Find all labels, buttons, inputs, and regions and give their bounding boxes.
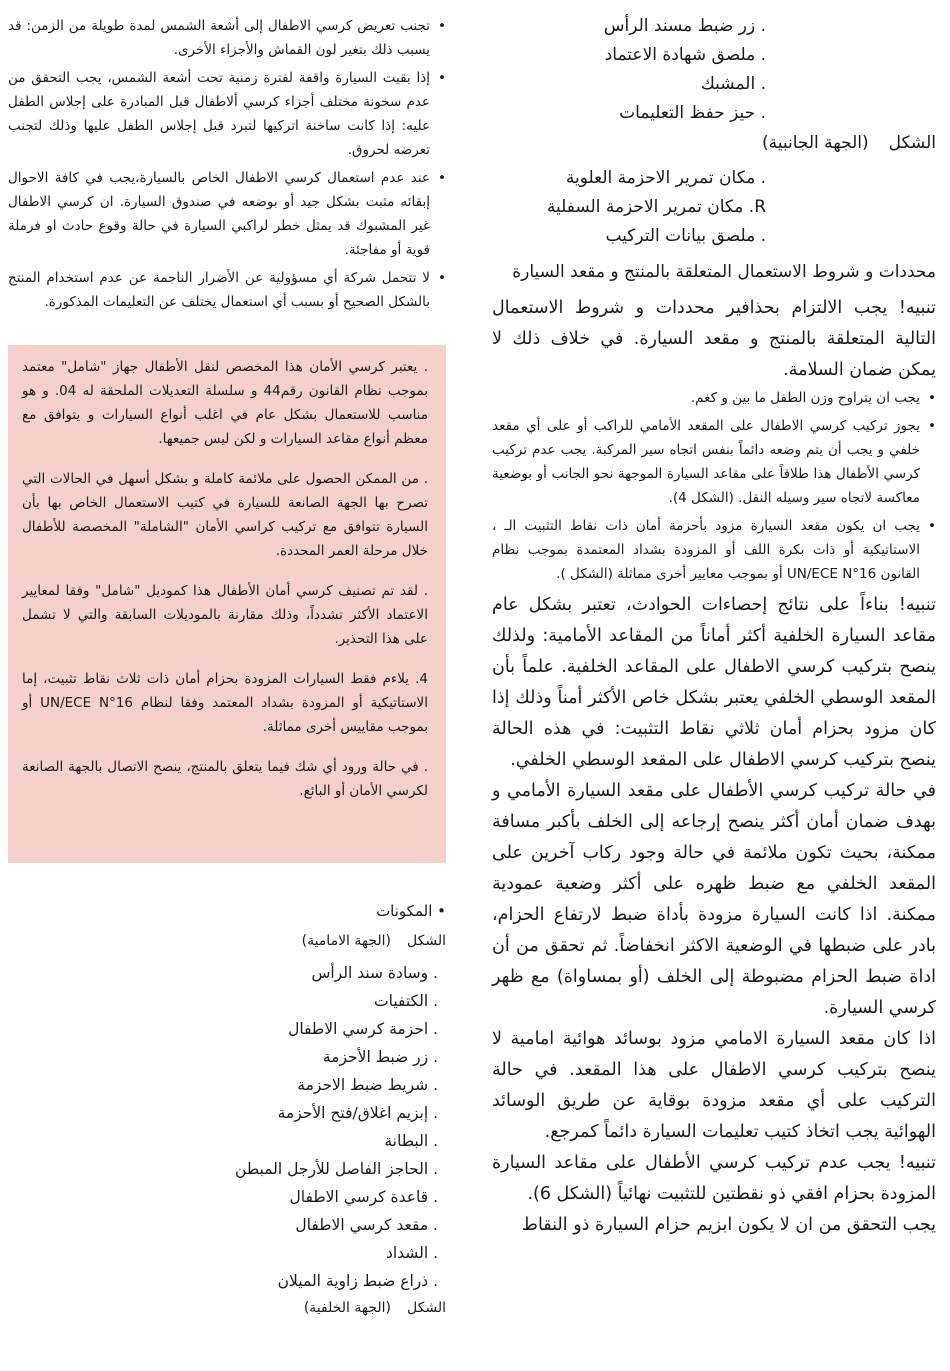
side-figure-caption xyxy=(492,130,936,156)
component-item: . الشداد xyxy=(385,1244,438,1262)
component-item: . الكتفيات xyxy=(374,992,438,1010)
component-item: . إبزيم اغلاق/فتح الأحزمة xyxy=(277,1104,438,1122)
figure-label: الشكل xyxy=(888,133,936,153)
conditions-heading: محددات و شروط الاستعمال المتعلقة بالمنتج و مقعد السيارة xyxy=(512,262,936,282)
component-item: . زر ضبط الأحزمة xyxy=(322,1048,438,1066)
notice-item: . لقد تم تصنيف كرسي أمان الأطفال هذا كموديل "شامل" وفقا لمعايير الاعتماد الأكثر تشدداً، وذلك مقارنة بالموديلات السابقة والتي لا تشمل على هذا التحذير. xyxy=(22,583,428,647)
notice-item: . يعتبر كرسي الأمان هذا المخصص لنقل الأطفال جهاز "شامل" معتمد بموجب نظام القانون رقم44 و سلسلة التعديلات الملحقة له 04. و هو مناسب للاستعمال بشكل عام في اغلب أنواع السيارات و يتوافق مع معظم أنواع مقاعد السيارات و لكن ليس جميعها. xyxy=(22,359,428,447)
list-item: • عند عدم استعمال كرسي الاطفال الخاص بالسيارة،يجب في كافة الاحوال إبقائه مثبت بشكل جيد أو بوضعه في صندوق السيارة. ان كرسي الاطفال غير المشبوك قد يمثل خطر لراكبي السيارة في حالة وقوع حادث او فرملة قوية أو مفاجئة. xyxy=(8,166,446,262)
list-item: • لا تتحمل شركة أي مسؤولية عن الأضرار الناجمة عن عدم استخدام المنتج بالشكل الصحيح أو بسبب أي استعمال يختلف عن التعليمات المذكورة. xyxy=(8,266,446,314)
component-item: . البطانة xyxy=(384,1132,438,1150)
conditions-list xyxy=(492,386,936,586)
list-item: • إذا بقيت السيارة واقفة لفترة زمنية تحت أشعة الشمس، يجب التحقق من عدم سخونة مختلف أجزاء كرسي ألاطفال قبل المبادرة على إجلاس الطفل عليه: إذا كانت ساخنة اتركيها لتبرد قبل إجلاس الطفل عليها وذلك لتجنب تعرضه لحروق. xyxy=(8,66,446,162)
figure-title: (الجهة الامامية) xyxy=(301,933,392,949)
part-item: . حيز حفظ التعليمات xyxy=(619,103,766,123)
component-item: . مقعد كرسي الاطفال xyxy=(295,1216,438,1234)
part-item: . زر ضبط مسند الرأس xyxy=(603,16,766,36)
list-item: • يجب ان يتراوح وزن الطفل ما بين و كغم. xyxy=(492,386,936,410)
right-column xyxy=(492,14,936,1241)
component-item: . ذراع ضبط زاوية الميلان xyxy=(277,1272,438,1290)
list-item: • يجب ان يكون مقعد السيارة مزود بأحزمة أمان ذات نقاط التثبيت الـ ، الاستاتيكية أو ذات بكرة اللف أو المزودة بشداد المعتمدة بموجب نظام القانون UN/ECE N°16 أو بموجب معايير أخرى مماثلة (الشكل ). xyxy=(492,514,936,586)
components-section xyxy=(200,898,446,1327)
body-paragraph: تنبيه! بناءاً على نتائج إحصاءات الحوادث، تعتبر بشكل عام مقاعد السيارة الخلفية أكثر أماناً من المقاعد الأمامية: ولذلك ينصح بتركيب كرسي الاطفال على المقاعد الخلفية. علماً بأن المقعد الوسطي الخلفي يعتبر بشكل خاص الأكثر أمناً وذلك إذا كان مزود بحزام أمان ثلاثي نقاط التثبيت: في هذه الحالة ينصح بتركيب كرسي الاطفال على المقعد الوسطي الخلفي. xyxy=(492,595,936,770)
components-heading: • المكونات xyxy=(376,902,446,920)
part-item: . مكان تمرير الاحزمة العلوية xyxy=(565,168,766,188)
component-item: . احزمة كرسي الاطفال xyxy=(288,1020,438,1038)
figure-label: الشكل xyxy=(407,933,446,949)
part-item: R. مكان تمرير الاحزمة السفلية xyxy=(546,197,766,217)
notice-item: . من الممكن الحصول على ملائمة كاملة و بشكل أسهل في الحالات التي تصرح بها الجهة الصانعة للسيارة في كتيب الاستعمال الخاص بها بأن السيارة تتوافق مع تركيب كراسي الأمان "الشاملة" المخصصة للأطفال خلال مرحلة العمر المحددة. xyxy=(22,471,428,559)
figure-title: (الجهة الجانبية) xyxy=(761,133,869,153)
body-paragraph: يجب التحقق من ان لا يكون ابزيم حزام السيارة ذو النقاط xyxy=(521,1215,936,1235)
component-item: . وسادة سند الرأس xyxy=(311,964,438,982)
notice-item: 4. يلاءم فقط السيارات المزودة بحزام أمان ذات ثلاث نقاط تثبيت، إما الاستاتيكية أو المزودة بشداد المعتمد وفقا لنظام UN/ECE N°16 أو بموجب مقاييس أخرى مماثلة. xyxy=(22,671,428,735)
body-paragraph: تنبيه! يجب عدم تركيب كرسي الأطفال على مقاعد السيارة المزودة بحزام افقي ذو نقطتين للتثبيت نهائياً (الشكل 6). xyxy=(492,1153,936,1204)
left-column xyxy=(8,14,446,318)
front-figure-caption xyxy=(200,930,446,952)
warning-paragraph: تنبيه! يجب الالتزام بحذافير محددات و شروط الاستعمال التالية المتعلقة بالمنتج و مقعد السيارة. في خلاف ذلك لا يمكن ضمان السلامة. xyxy=(492,298,936,380)
figure-label: الشكل xyxy=(407,1300,446,1316)
list-item: • يجوز تركيب كرسي الاطفال على المقعد الأمامي للراكب أو على أي مقعد خلفي و يجب أن يتم وضعه دائماً بنفس اتجاه سير المركبة. يجب عدم تركيب كرسي الأطفال هذا طلاقاً على مقاعد السيارة الموجهة نحو الجانب أو بوضعية معاكسة لاتجاه سير وسيله النقل. (الشكل 4). xyxy=(492,414,936,510)
component-item: . شريط ضبط الاحزمة xyxy=(297,1076,438,1094)
safety-list xyxy=(8,14,446,314)
part-item: . ملصق شهادة الاعتماد xyxy=(604,45,766,65)
approval-notice-box xyxy=(8,345,446,863)
notice-item: . في حالة ورود أي شك فيما يتعلق بالمنتج، ينصح الاتصال بالجهة الصانعة لكرسي الأمان أو البائع. xyxy=(22,759,428,799)
part-item: . ملصق بيانات التركيب xyxy=(605,226,766,246)
back-figure-caption xyxy=(200,1297,446,1319)
part-item: . المشبك xyxy=(700,74,766,94)
component-item: . الحاجز الفاصل للأرجل المبطن xyxy=(235,1160,438,1178)
figure-title: (الجهة الخلفية) xyxy=(303,1300,392,1316)
list-item: • تجنب تعريض كرسي الاطفال إلى أشعة الشمس لمدة طويلة من الزمن: قد يسبب ذلك بتغير لون القماش والأجزاء الأخرى. xyxy=(8,14,446,62)
component-item: . قاعدة كرسي الاطفال xyxy=(289,1188,438,1206)
body-paragraph: اذا كان مقعد السيارة الامامي مزود بوسائد هوائية امامية لا ينصح بتركيب كرسي الاطفال على هذا المقعد. في حالة التركيب على أي مقعد مزودة بوقاية عن طريق الوسائد الهوائية يجب اتخاذ كتيب تعليمات السيارة دائماً كمرجع. xyxy=(492,1029,936,1142)
body-paragraph: في حالة تركيب كرسي الأطفال على مقعد السيارة الأمامي و بهدف ضمان أمان أكثر ينصح إرجاعه إلى الخلف بأكبر مسافة ممكنة، بحيث تكون ملائمة في حالة وجود ركاب آخرين على المقعد الخلفي مع ضبط ظهره على أكثر وضعية عمودية ممكنة. اذا كانت السيارة مزودة بأداة ضبط لارتفاع الحزام، بادر على ضبطها في الوضعية الاكثر انخفاضاً. ثم تحقق من أن اداة ضبط الحزام مضبوطة إلى الخلف (أو بمساواة) مع ظهر كرسي السيارة. xyxy=(492,781,936,1018)
